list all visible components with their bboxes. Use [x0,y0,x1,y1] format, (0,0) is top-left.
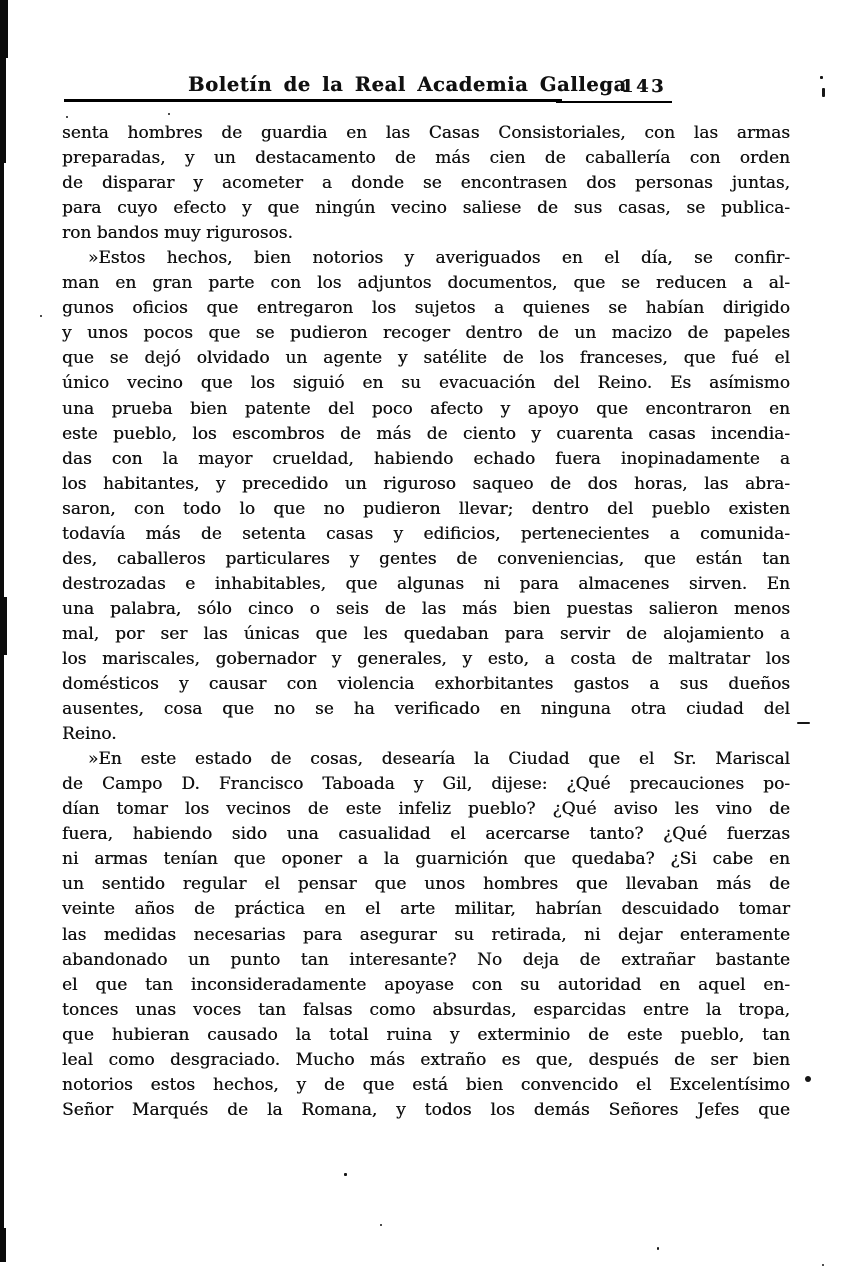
text-line: destrozadas e inhabitables, que algunas ni para almacenes sirven. En [62,573,790,594]
scan-edge-artifact [0,58,6,163]
scan-speck [40,315,42,317]
scan-edge-artifact [0,597,7,655]
scan-edge-artifact [0,1228,6,1262]
scan-speck [66,116,68,118]
scan-speck [822,88,825,97]
text-line: los habitantes, y precedido un riguroso saqueo de dos horas, las abra- [62,473,790,494]
page-number: 143 [621,76,667,97]
scan-speck [168,113,170,115]
body-text [62,121,790,1123]
text-line: Reino. [62,724,117,745]
text-line: una prueba bien patente del poco afecto y apoyo que encontraron en [62,398,790,419]
text-line: el que tan inconsideradamente apoyase con su autoridad en aquel en- [62,974,790,995]
text-line: un sentido regular el pensar que unos hombres que llevaban más de [62,874,790,895]
text-line: de Campo D. Francisco Taboada y Gil, dijese: ¿Qué precauciones po- [62,774,790,795]
text-line: y unos pocos que se pudieron recoger dentro de un macizo de papeles [62,323,790,344]
text-line: man en gran parte con los adjuntos documentos, que se reducen a al- [62,273,790,294]
text-line: Señor Marqués de la Romana, y todos los demás Señores Jefes que [62,1099,790,1120]
text-line: gunos oficios que entregaron los sujetos a quienes se habían dirigido [62,298,790,319]
text-line: ausentes, cosa que no se ha verificado en ninguna otra ciudad del [62,699,790,720]
text-line: das con la mayor crueldad, habiendo echado fuera inopinadamente a [62,448,790,469]
scan-speck [380,1224,382,1226]
text-line: una palabra, sólo cinco o seis de las más bien puestas salieron menos [62,598,790,619]
text-line: dían tomar los vecinos de este infeliz pueblo? ¿Qué aviso les vino de [62,799,790,820]
text-line: tonces unas voces tan falsas como absurdas, esparcidas entre la tropa, [62,999,790,1020]
text-line: ron bandos muy rigurosos. [62,223,293,244]
text-line: todavía más de setenta casas y edificios, pertenecientes a comunida- [62,523,790,544]
text-line: »En este estado de cosas, desearía la Ciudad que el Sr. Mariscal [88,749,790,770]
page-title: Boletín de la Real Academia Gallega [188,73,627,96]
text-line: ni armas tenían que oponer a la guarnición que quedaba? ¿Si cabe en [62,849,790,870]
text-line: las medidas necesarias para asegurar su retirada, ni dejar enteramente [62,924,790,945]
scan-speck [657,1247,659,1250]
text-line: abandonado un punto tan interesante? No deja de extrañar bastante [62,949,790,970]
scan-speck [344,1173,347,1176]
text-line: fuera, habiendo sido una casualidad el acercarse tanto? ¿Qué fuerzas [62,824,790,845]
scan-speck [797,722,810,724]
scan-edge-artifact [0,0,8,58]
header-rule-segment [556,101,672,103]
text-line: des, caballeros particulares y gentes de conveniencias, que están tan [62,548,790,569]
text-line: para cuyo efecto y que ningún vecino saliese de sus casas, se publica- [62,198,790,219]
text-line: veinte años de práctica en el arte militar, habrían descuidado tomar [62,899,790,920]
scan-speck [820,76,823,79]
text-line: este pueblo, los escombros de más de ciento y cuarenta casas incendia- [62,423,790,444]
scan-speck [822,1264,824,1266]
text-line: los mariscales, gobernador y generales, y esto, a costa de maltratar los [62,648,790,669]
text-line: único vecino que los siguió en su evacuación del Reino. Es asímismo [62,373,790,394]
text-line: preparadas, y un destacamento de más cien de caballería con orden [62,148,790,169]
text-line: »Estos hechos, bien notorios y averiguados en el día, se confir- [88,248,790,269]
text-line: senta hombres de guardia en las Casas Consistoriales, con las armas [62,123,790,143]
text-line: saron, con todo lo que no pudieron llevar; dentro del pueblo existen [62,498,790,519]
text-line: que hubieran causado la total ruina y exterminio de este pueblo, tan [62,1024,790,1045]
text-line: notorios estos hechos, y de que está bien convencido el Excelentísimo [62,1074,790,1095]
text-line: mal, por ser las únicas que les quedaban para servir de alojamiento a [62,623,790,644]
text-line: leal como desgraciado. Mucho más extraño es que, después de ser bien [62,1049,790,1070]
scan-speck [805,1076,811,1082]
text-line: domésticos y causar con violencia exhorbitantes gastos a sus dueños [62,674,790,695]
text-line: que se dejó olvidado un agente y satélite de los franceses, que fué el [62,348,790,369]
text-line: de disparar y acometer a donde se encontrasen dos personas juntas, [62,173,790,194]
header-rule [64,99,562,102]
